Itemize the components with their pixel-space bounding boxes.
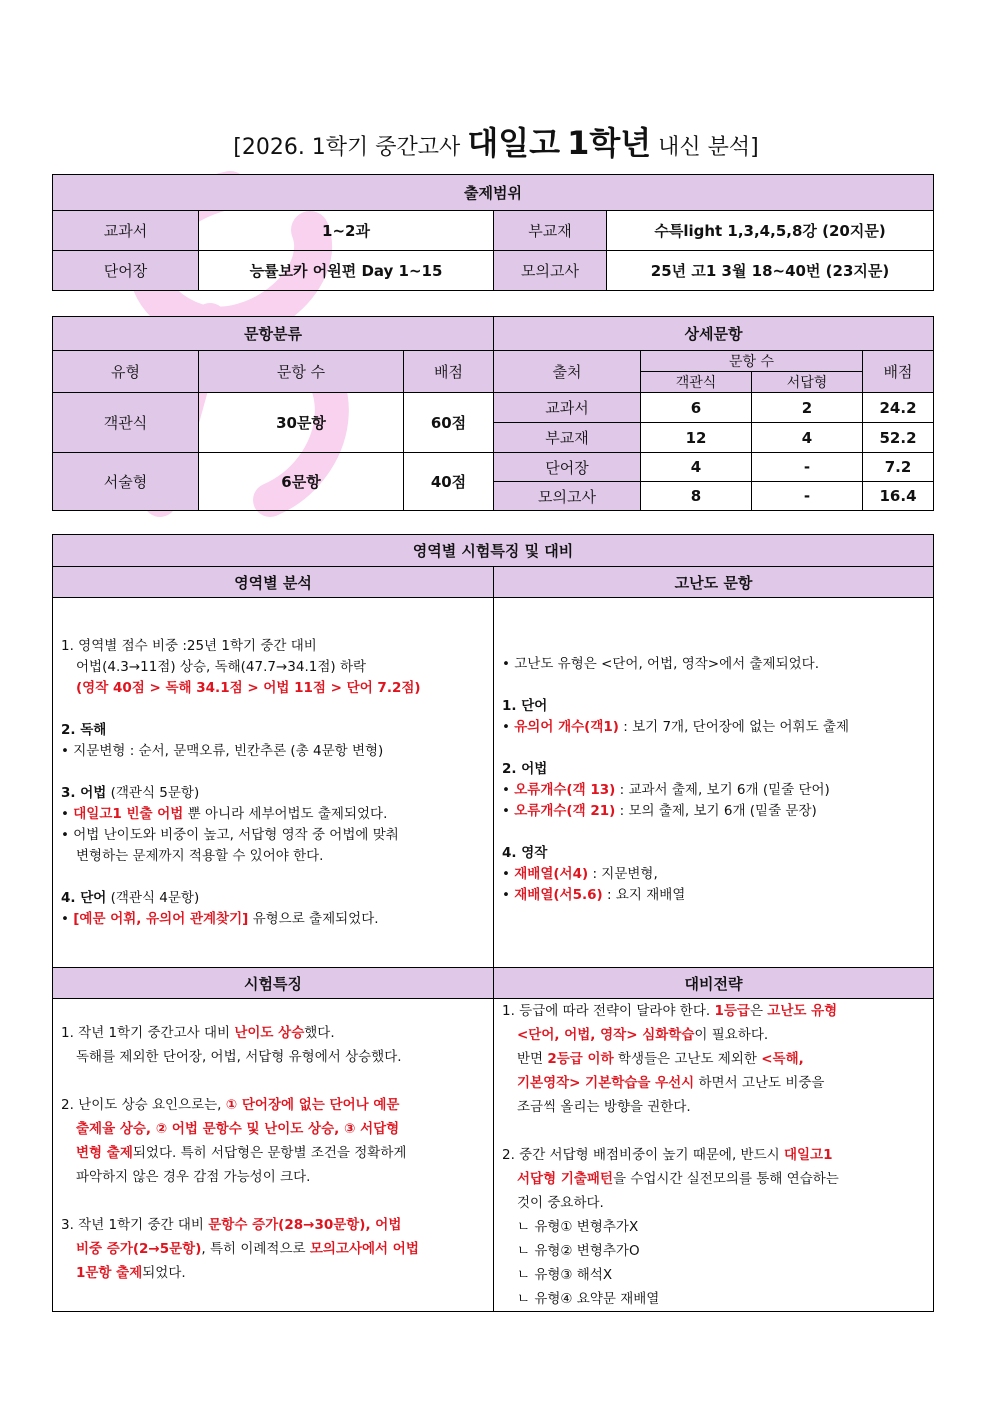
col-count: 문항 수: [199, 351, 404, 393]
title-prefix: [2026. 1학기 중간고사: [233, 135, 468, 160]
bullet: •: [502, 782, 515, 798]
subj-cell: -: [752, 453, 863, 482]
s1-title: 1. 영역별 점수 비중 :25년 1학기 중간 대비: [61, 638, 317, 654]
r4-b1-rest: : 지문변형,: [588, 866, 658, 882]
f1-a: 1. 작년 1학기 중간고사 대비: [61, 1025, 235, 1041]
s3-bullet1: [61, 804, 485, 825]
s4-b1-red: [예문 어휘, 유의어 관계찾기]: [73, 911, 249, 927]
f3-b: , 특히 이례적으로: [201, 1241, 310, 1257]
bullet: •: [502, 719, 515, 735]
f3-c: 되었다.: [142, 1265, 186, 1281]
bullet: •: [502, 887, 515, 903]
classification-table: [52, 316, 934, 511]
f1-red: 난이도 상승: [234, 1025, 305, 1041]
r2-b2-rest: : 모의 출제, 보기 6개 (밑줄 문장): [615, 803, 817, 819]
col-score2: 배점: [863, 351, 934, 393]
st1-red6: 기본영작> 기본학습을 우선시: [517, 1075, 695, 1091]
f2-red1: ① 단어장에 없는 단어나 예문: [225, 1097, 400, 1113]
title-school: 대일고: [467, 124, 561, 162]
obj-cell: 4: [641, 453, 752, 482]
count-cell: 30문항: [199, 393, 404, 453]
f2-red3: 변형 출제: [76, 1145, 133, 1161]
sub-value: 수특light 1,3,4,5,8강 (20지문): [607, 211, 934, 251]
textbook-label: 교과서: [53, 211, 199, 251]
subj-cell: -: [752, 482, 863, 511]
f2-line2: 출제율 상승, ② 어법 문항수 및 난이도 상승, ③ 서답형: [76, 1121, 400, 1137]
type-cell: 서술형: [53, 453, 199, 511]
st2-red1: 대일고1: [783, 1147, 833, 1163]
st1-a: 1. 등급에 따라 전략이 달라야 한다.: [502, 1003, 715, 1019]
col-count2: 문항 수: [641, 351, 863, 372]
obj-cell: 6: [641, 393, 752, 423]
obj-cell: 8: [641, 482, 752, 511]
bullet: •: [61, 911, 74, 927]
r2-b2-red: 오류개수(객 21): [514, 803, 616, 819]
f2-line3: [61, 1141, 485, 1165]
r2-title: 2. 어법: [502, 761, 548, 777]
s3-title-line: [61, 783, 485, 804]
st2-line3: 것이 중요하다.: [517, 1195, 604, 1211]
analysis-header: 영역별 시험특징 및 대비: [53, 535, 934, 567]
f3-line3: [61, 1261, 485, 1285]
strategy-body: [494, 999, 934, 1312]
r4-b2-red: 재배열(서5.6): [514, 887, 603, 903]
s1-line2: 어법(4.3→11점) 상승, 독해(47.7→34.1점) 하락: [76, 659, 367, 675]
st1-line3: [502, 1047, 925, 1071]
f3-line1: [61, 1213, 485, 1237]
s3-b1-rest: 뿐 아니라 세부어법도 출제되었다.: [183, 806, 388, 822]
f3-red3: 모의고사에서 어법: [309, 1241, 419, 1257]
st1-b: 은: [749, 1003, 768, 1019]
f3-red1: 문항수 증가(28→30문항), 어법: [208, 1217, 402, 1233]
mock-label: 모의고사: [494, 251, 607, 291]
r2-b1-red: 오류개수(객 13): [514, 782, 616, 798]
source-cell: 부교재: [494, 423, 641, 453]
score-cell: 60점: [404, 393, 494, 453]
r1-bullet: [502, 717, 925, 738]
s3-b1-red: 대일고1 빈출 어법: [73, 806, 184, 822]
st1-f: 하면서 고난도 비중을: [694, 1075, 825, 1091]
area-analysis-header: 영역별 분석: [53, 567, 494, 598]
title-suffix: 내신 분석]: [651, 135, 759, 160]
subj-cell: 4: [752, 423, 863, 453]
f2-line1: [61, 1093, 485, 1117]
st2-line2: [502, 1167, 925, 1191]
f3-a: 3. 작년 1학기 중간 대비: [61, 1217, 209, 1233]
st1-e: 학생들은 고난도 제외한: [613, 1051, 762, 1067]
source-cell: 모의고사: [494, 482, 641, 511]
detail-header: 상세문항: [494, 317, 934, 351]
sub-label: 부교재: [494, 211, 607, 251]
r1-title: 1. 단어: [502, 698, 548, 714]
detail-score-cell: 7.2: [863, 453, 934, 482]
vocab-value: 능률보카 어원편 Day 1~15: [199, 251, 494, 291]
col-type: 유형: [53, 351, 199, 393]
st1-red2: 고난도 유형: [767, 1003, 838, 1019]
r2-bullet1: [502, 780, 925, 801]
f1-b: 했다.: [304, 1025, 335, 1041]
st1-red3: <단어, 어법, 영작> 심화학습: [517, 1027, 695, 1043]
f2-line4: 파악하지 않은 경우 감점 가능성이 크다.: [76, 1169, 311, 1185]
s4-title: 4. 단어: [61, 890, 107, 906]
f2-b: 되었다. 특히 서답형은 문항별 조건을 정확하게: [132, 1145, 407, 1161]
r1-red: 유의어 개수(객1): [514, 719, 619, 735]
mock-value: 25년 고1 3월 18~40번 (23지문): [607, 251, 934, 291]
s3-bullet2-cont: 변형하는 문제까지 적용할 수 있어야 한다.: [76, 848, 324, 864]
textbook-value: 1~2과: [199, 211, 494, 251]
list-item: ㄴ 유형④ 요약문 재배열: [517, 1291, 660, 1307]
f3-red4: 1문항 출제: [76, 1265, 143, 1281]
intro: • 고난도 유형은 <단어, 어법, 영작>에서 출제되었다.: [502, 656, 819, 672]
s4-bullet1: [61, 909, 485, 930]
s4-note: (객관식 4문항): [106, 890, 200, 906]
s2-title: 2. 독해: [61, 722, 107, 738]
st1-line2: [502, 1023, 925, 1047]
col-obj: 객관식: [641, 372, 752, 393]
st1-red1: 1등급: [714, 1003, 750, 1019]
bullet: •: [502, 866, 515, 882]
s4-b1-rest: 유형으로 출제되었다.: [248, 911, 379, 927]
type-cell: 객관식: [53, 393, 199, 453]
hard-items-body: [494, 598, 934, 968]
features-body: [53, 999, 494, 1312]
r4-b2-rest: : 요지 재배열: [602, 887, 686, 903]
s3-title: 3. 어법: [61, 785, 107, 801]
list-item: ㄴ 유형③ 해석X: [517, 1267, 613, 1283]
st1-c: 이 필요하다.: [694, 1027, 769, 1043]
st2-b: 을 수업시간 실전모의를 통해 연습하는: [613, 1171, 839, 1187]
f3-red2: 비중 증가(2→5문항): [76, 1241, 202, 1257]
source-cell: 교과서: [494, 393, 641, 423]
col-score: 배점: [404, 351, 494, 393]
st2-red2: 서답형 기출패턴: [517, 1171, 613, 1187]
r1-rest: : 보기 7개, 단어장에 없는 어휘도 출제: [618, 719, 849, 735]
detail-score-cell: 16.4: [863, 482, 934, 511]
col-subj: 서답형: [752, 372, 863, 393]
title-grade: 1학년: [567, 124, 652, 162]
r2-b1-rest: : 교과서 출제, 보기 6개 (밑줄 단어): [615, 782, 830, 798]
st2-a: 2. 중간 서답형 배점비중이 높기 때문에, 반드시: [502, 1147, 784, 1163]
count-cell: 6문항: [199, 453, 404, 511]
detail-score-cell: 52.2: [863, 423, 934, 453]
st1-red4: 2등급 이하: [547, 1051, 614, 1067]
area-analysis-body: [53, 598, 494, 968]
vocab-label: 단어장: [53, 251, 199, 291]
scope-header: 출제범위: [53, 175, 934, 211]
bullet: •: [502, 803, 515, 819]
s3-bullet2: • 어법 난이도와 비중이 높고, 서답형 영작 중 어법에 맞춰: [61, 827, 399, 843]
page-title: [0, 118, 992, 164]
s2-bullet: • 지문변형 : 순서, 문맥오류, 빈칸추론 (총 4문항 변형): [61, 743, 384, 759]
st1-d: 반면: [517, 1051, 548, 1067]
s1-line3: (영작 40점 > 독해 34.1점 > 어법 11점 > 단어 7.2점): [76, 680, 421, 696]
st1-line4: [502, 1071, 925, 1095]
title-space: [560, 135, 567, 160]
st1-line1: [502, 999, 925, 1023]
subj-cell: 2: [752, 393, 863, 423]
analysis-table: [52, 534, 934, 1312]
st2-line1: [502, 1143, 925, 1167]
r4-bullet1: [502, 864, 925, 885]
list-item: ㄴ 유형② 변형추가O: [517, 1243, 640, 1259]
col-source: 출처: [494, 351, 641, 393]
s4-title-line: [61, 888, 485, 909]
hard-items-header: 고난도 문항: [494, 567, 934, 598]
st1-red5: <독해,: [761, 1051, 804, 1067]
f1-line1: [61, 1021, 485, 1045]
f3-line2: [61, 1237, 485, 1261]
obj-cell: 12: [641, 423, 752, 453]
features-header: 시험특징: [53, 968, 494, 999]
score-cell: 40점: [404, 453, 494, 511]
r4-title: 4. 영작: [502, 845, 548, 861]
f2-a: 2. 난이도 상승 요인으로는,: [61, 1097, 226, 1113]
r4-bullet2: [502, 885, 925, 906]
scope-table: [52, 174, 934, 291]
source-cell: 단어장: [494, 453, 641, 482]
list-item: ㄴ 유형① 변형추가X: [517, 1219, 639, 1235]
strategy-header: 대비전략: [494, 968, 934, 999]
bullet: •: [61, 806, 74, 822]
s3-note: (객관식 5문항): [106, 785, 200, 801]
r2-bullet2: [502, 801, 925, 822]
f1-line2: 독해를 제외한 단어장, 어법, 서답형 유형에서 상승했다.: [76, 1049, 402, 1065]
st1-line5: 조금씩 올리는 방향을 권한다.: [517, 1099, 691, 1115]
classification-header: 문항분류: [53, 317, 494, 351]
detail-score-cell: 24.2: [863, 393, 934, 423]
r4-b1-red: 재배열(서4): [514, 866, 589, 882]
